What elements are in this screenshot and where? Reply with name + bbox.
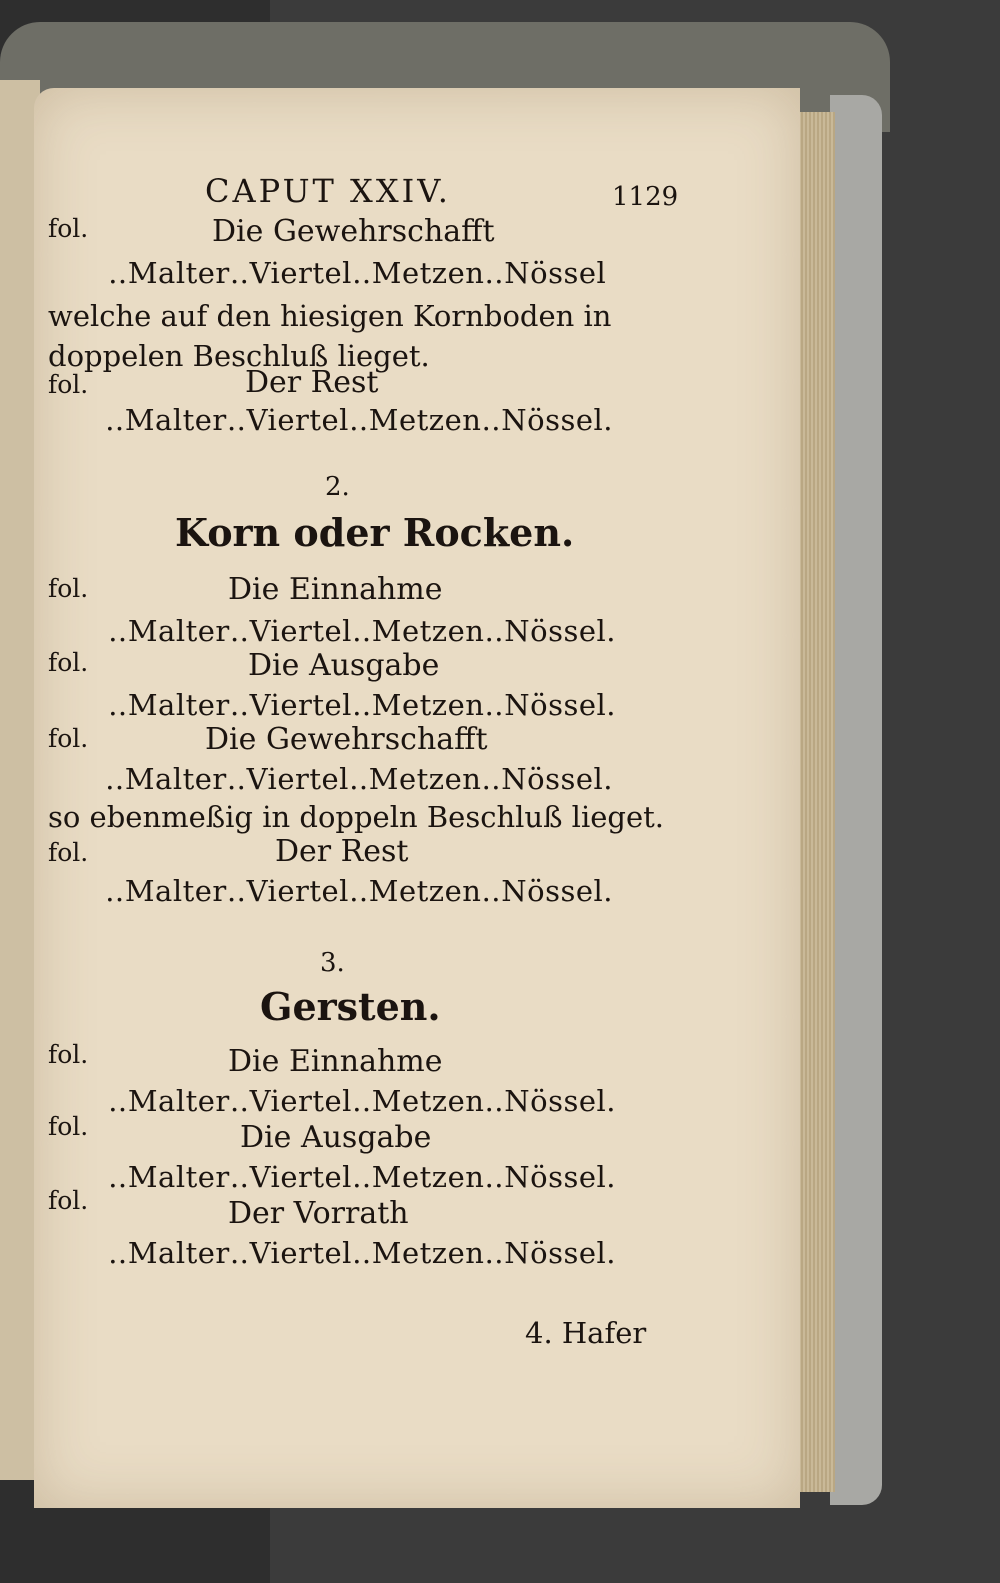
margin-fol-label: fol.: [48, 574, 89, 603]
margin-fol-label: fol.: [48, 724, 89, 753]
entry-title: Die Gewehrschafft: [205, 722, 488, 757]
entry-title: Der Rest: [245, 365, 379, 400]
section-heading: Gersten.: [260, 984, 441, 1029]
catchword: 4. Hafer: [525, 1316, 647, 1350]
margin-fol-label: fol.: [48, 648, 89, 677]
measure-row: ‥Malter‥Viertel‥Metzen‥Nössel.: [108, 614, 617, 648]
entry-title: Die Gewehrschafft: [212, 214, 495, 249]
measure-row: ‥Malter‥Viertel‥Metzen‥Nössel.: [105, 874, 614, 908]
measure-row: ‥Malter‥Viertel‥Metzen‥Nössel.: [105, 403, 614, 437]
note-text: so ebenmeßig in doppeln Beschluß lieget.: [48, 800, 664, 834]
margin-fol-label: fol.: [48, 1186, 89, 1215]
measure-row: ‥Malter‥Viertel‥Metzen‥Nössel.: [108, 1236, 617, 1270]
entry-title: Die Einnahme: [228, 1044, 443, 1079]
margin-fol-label: fol.: [48, 1040, 89, 1069]
measure-row: ‥Malter‥Viertel‥Metzen‥Nössel.: [108, 1160, 617, 1194]
body-text: [48, 296, 658, 376]
entry-title: Der Rest: [275, 834, 409, 869]
section-number: 2.: [325, 472, 350, 502]
note-text: welche auf den hiesigen Kornboden in doppelen Beschluß lieget.: [48, 299, 612, 373]
measure-row: ‥Malter‥Viertel‥Metzen‥Nössel.: [108, 1084, 617, 1118]
margin-fol-label: fol.: [48, 1112, 89, 1141]
margin-fol-label: fol.: [48, 214, 89, 243]
section-heading: Korn oder Rocken.: [175, 510, 575, 555]
section-number: 3.: [320, 948, 345, 978]
margin-fol-label: fol.: [48, 838, 89, 867]
book-cover-right: [830, 95, 882, 1505]
entry-title: Der Vorrath: [228, 1196, 409, 1231]
measure-row: ‥Malter‥Viertel‥Metzen‥Nössel.: [105, 762, 614, 796]
running-title: CAPUT XXIV.: [205, 172, 451, 210]
entry-title: Die Ausgabe: [240, 1120, 432, 1155]
entry-title: Die Einnahme: [228, 572, 443, 607]
page-number: 1129: [612, 182, 679, 212]
measure-row: ‥Malter‥Viertel‥Metzen‥Nössel: [108, 256, 607, 290]
margin-fol-label: fol.: [48, 370, 89, 399]
measure-row: ‥Malter‥Viertel‥Metzen‥Nössel.: [108, 688, 617, 722]
entry-title: Die Ausgabe: [248, 648, 440, 683]
page-block-edge: [795, 112, 835, 1492]
